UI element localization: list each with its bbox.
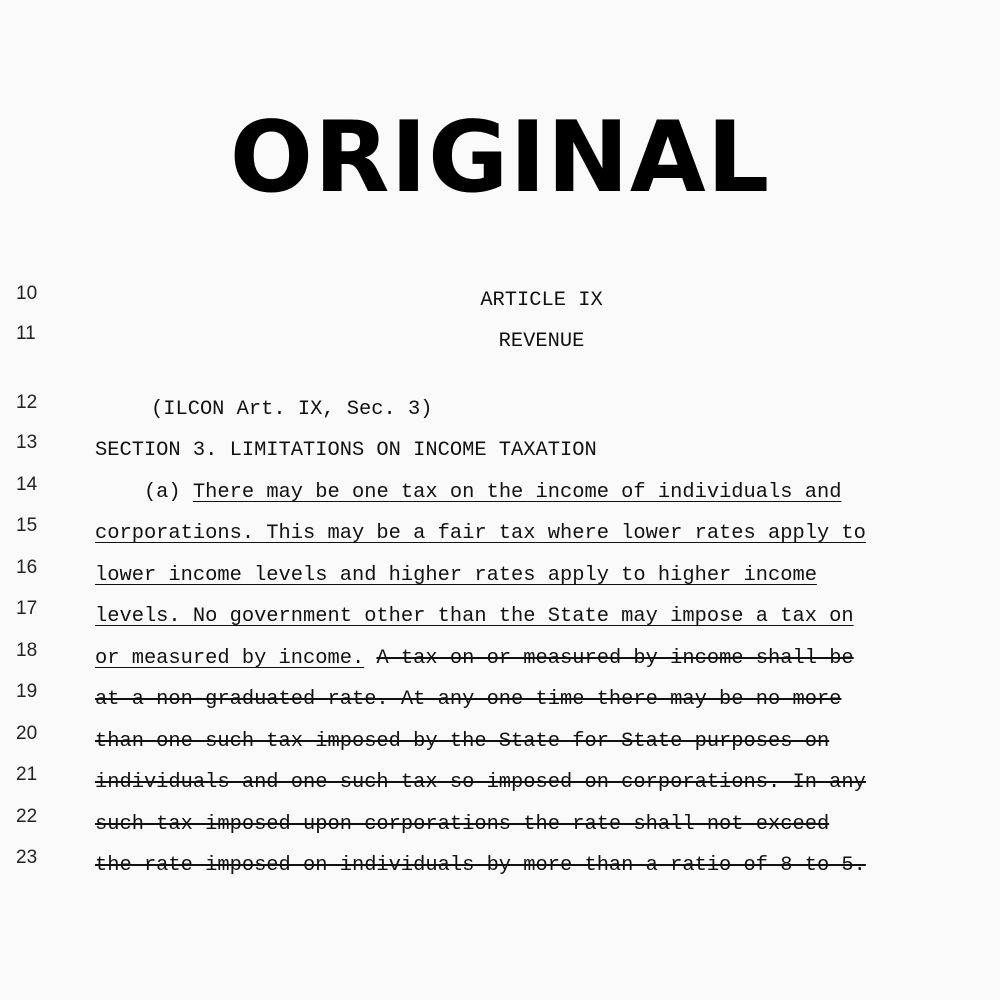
- line-number: 16: [16, 557, 38, 578]
- struck-text: such tax imposed upon corporations the rate shall not exceed: [95, 813, 830, 836]
- body-line: [95, 854, 866, 878]
- struck-text: A tax on or measured by income shall be: [376, 647, 854, 670]
- body-line: [95, 813, 829, 837]
- struck-text: individuals and one such tax so imposed on corporations. In any: [95, 771, 866, 794]
- inserted-text: There may be one tax on the income of individuals and: [192, 481, 842, 504]
- citation: (ILCON Art. IX, Sec. 3): [151, 398, 433, 421]
- inserted-text: levels. No government other than the State may impose a tax on: [95, 605, 854, 628]
- line-number: 15: [16, 515, 38, 536]
- line-number: 10: [16, 283, 38, 304]
- paragraph-marker: (a): [95, 481, 193, 504]
- body-line: [95, 771, 866, 795]
- body-line: [95, 564, 817, 588]
- line-number: 14: [16, 474, 38, 495]
- body-line: [95, 647, 854, 671]
- original-banner: ORIGINAL: [229, 101, 771, 215]
- line-number: 22: [16, 806, 38, 827]
- line-number: 23: [16, 847, 38, 868]
- article-number: ARTICLE IX: [480, 289, 603, 312]
- article-title: REVENUE: [498, 330, 585, 353]
- line-number: 21: [16, 764, 38, 785]
- body-line: [95, 688, 841, 712]
- line-number: 17: [16, 598, 38, 619]
- inserted-text: corporations. This may be a fair tax where lower rates apply to: [95, 522, 866, 545]
- struck-text: at a non-graduated rate. At any one time there may be no more: [95, 688, 842, 711]
- struck-text: the rate imposed on individuals by more than a ratio of 8 to 5.: [95, 854, 866, 877]
- body-line: [95, 522, 866, 546]
- section-heading: SECTION 3. LIMITATIONS ON INCOME TAXATION: [95, 439, 597, 462]
- line-number: 13: [16, 432, 38, 453]
- line-number: 19: [16, 681, 38, 702]
- body-line: [95, 730, 829, 754]
- line-number: 11: [16, 323, 36, 344]
- body-line: [95, 605, 854, 629]
- line-number: 20: [16, 723, 38, 744]
- struck-text: than one such tax imposed by the State for State purposes on: [95, 730, 830, 753]
- line-number: 12: [16, 392, 38, 413]
- inserted-text: lower income levels and higher rates apply to higher income: [95, 564, 817, 587]
- line-number: 18: [16, 640, 38, 661]
- inserted-text: or measured by income.: [95, 647, 365, 670]
- body-line: [95, 481, 841, 505]
